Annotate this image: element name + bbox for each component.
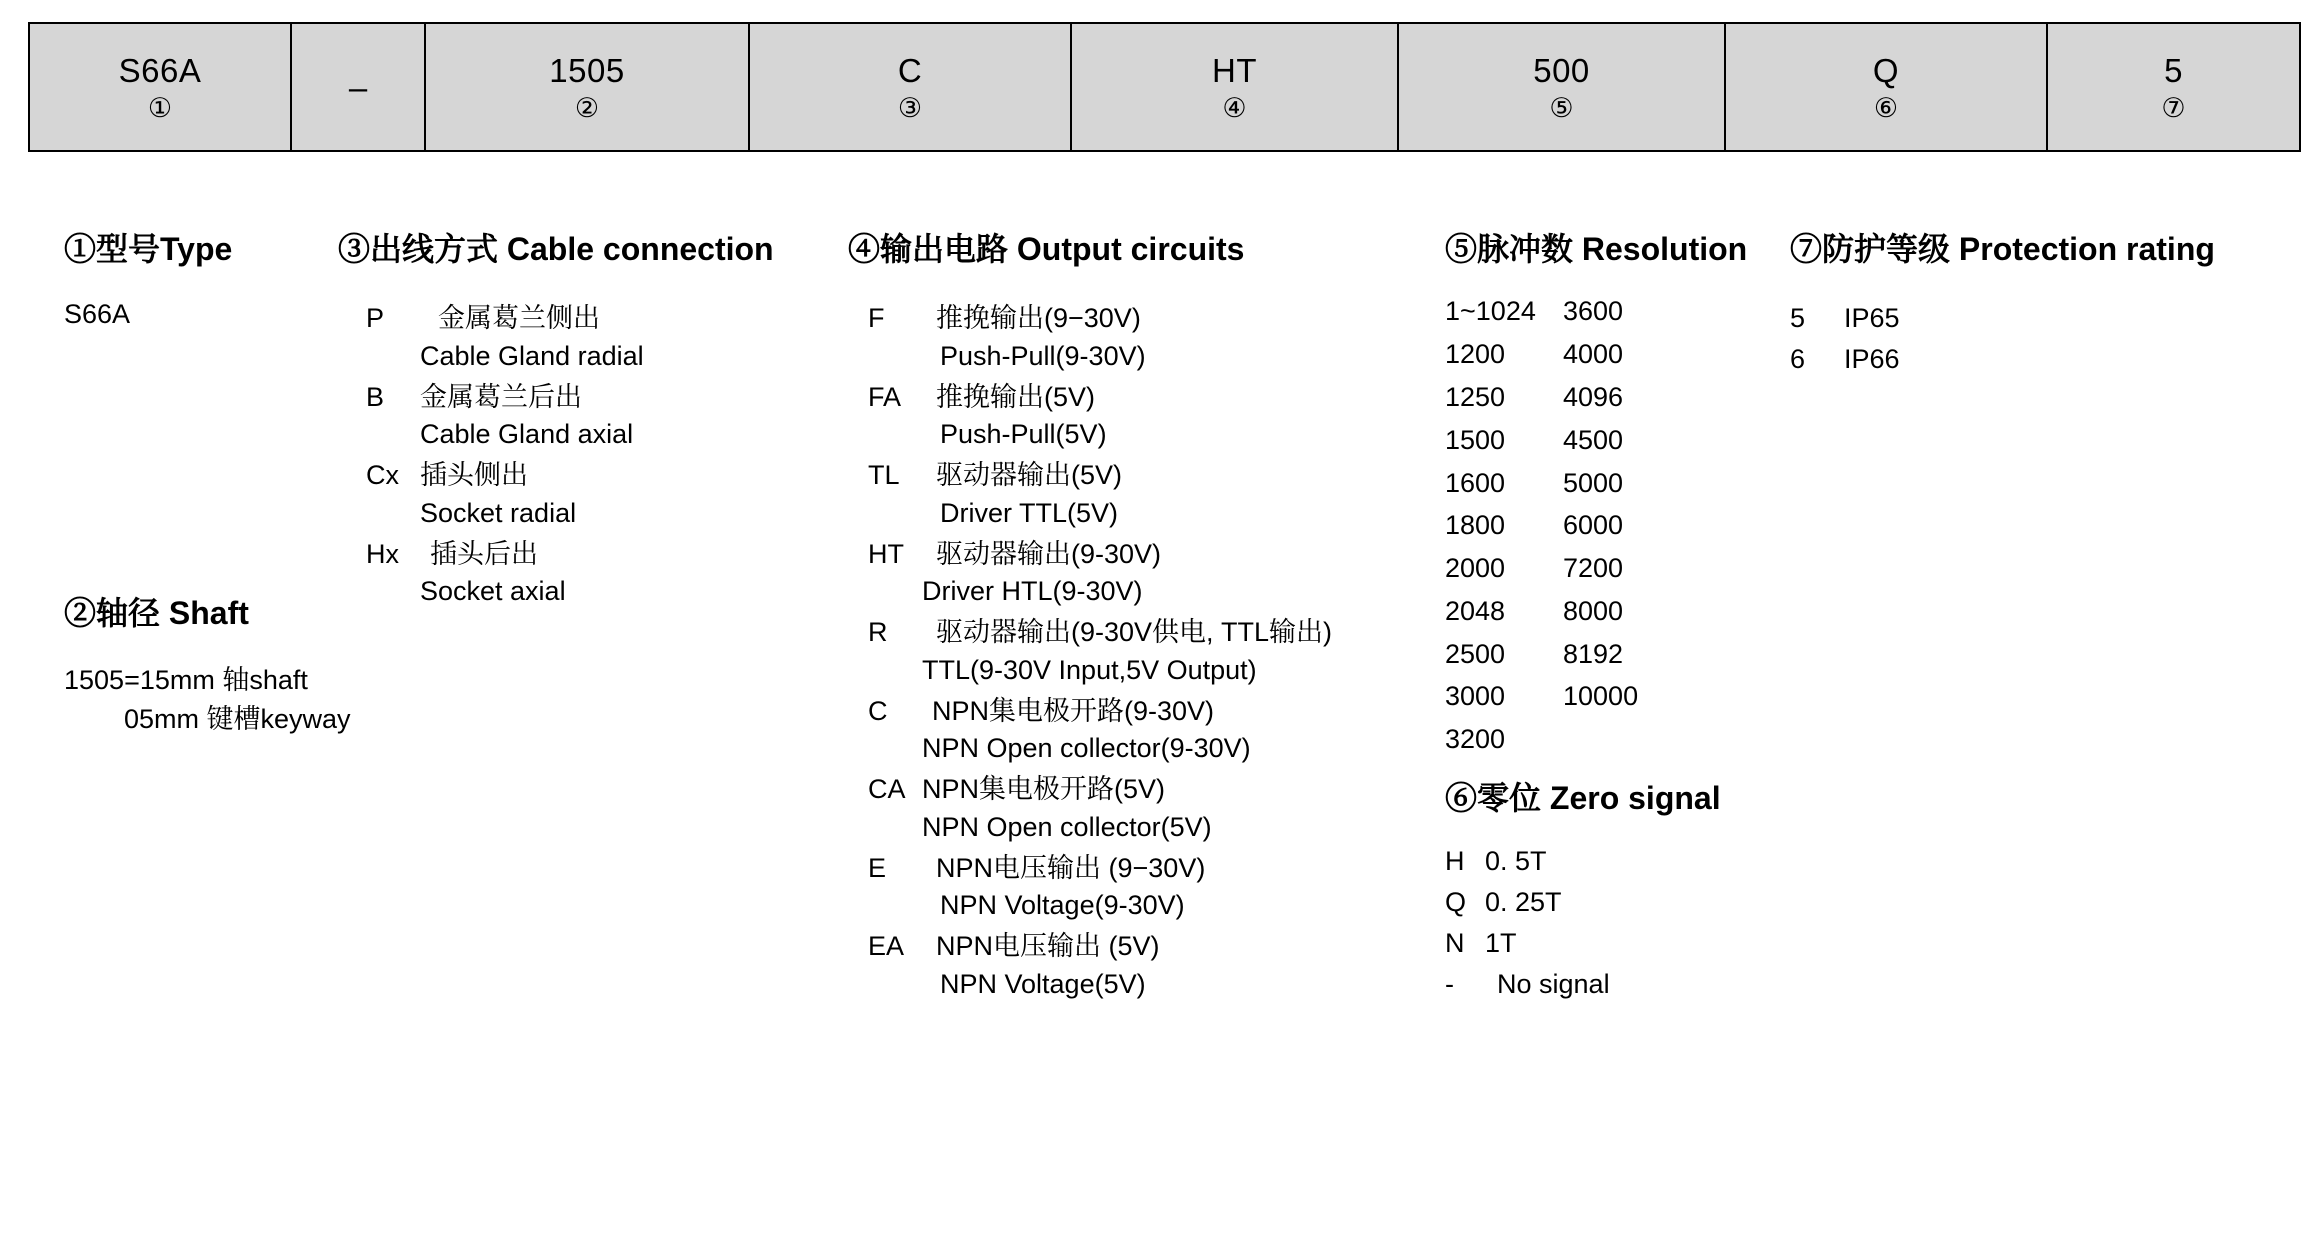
item-label: 0. 5T <box>1485 846 1547 877</box>
item-code: - <box>1445 969 1454 1000</box>
item-desc-cn: 推挽输出(9−30V) <box>936 303 1141 334</box>
item-desc-en: Push-Pull(5V) <box>940 419 1107 450</box>
list-item <box>1445 923 1775 964</box>
item-desc-en: Driver TTL(5V) <box>940 497 1119 528</box>
code-cell-number: ③ <box>897 93 923 124</box>
item-code: CA <box>868 774 906 805</box>
list-item <box>868 693 1428 768</box>
list-item <box>366 536 858 611</box>
item-desc-en: NPN Open collector(5V) <box>922 811 1212 842</box>
list-item <box>868 850 1428 925</box>
item-desc-en: Cable Gland axial <box>420 419 634 450</box>
code-cell-6 <box>1398 23 1725 151</box>
item-desc <box>922 300 1146 375</box>
resolution-value: 1250 <box>1445 381 1506 412</box>
resolution-value: 1600 <box>1445 467 1506 498</box>
code-cell-5 <box>1071 23 1398 151</box>
item-desc <box>922 693 1251 768</box>
item-desc-cn: 推挽输出(5V) <box>936 381 1096 412</box>
resolution-column-1 <box>1445 290 1563 761</box>
item-desc <box>922 928 1160 1003</box>
code-cell-value: 5 <box>2164 51 2183 89</box>
item-label: IP66 <box>1844 344 1900 375</box>
resolution-value: 6000 <box>1563 510 1624 541</box>
section-shaft <box>64 594 351 739</box>
resolution-value: 3000 <box>1445 681 1506 712</box>
item-desc-cn: NPN电压输出 (9−30V) <box>936 852 1206 883</box>
list-item <box>366 457 858 532</box>
item-desc-en: Socket radial <box>420 497 577 528</box>
list-item <box>1445 882 1775 923</box>
resolution-value: 1800 <box>1445 510 1506 541</box>
resolution-lists <box>1445 290 1775 761</box>
code-cell-number: ④ <box>1222 93 1247 124</box>
item-code: FA <box>868 381 902 412</box>
output-list <box>848 300 1428 1003</box>
resolution-value: 2048 <box>1445 595 1506 626</box>
item-desc-cn: 插头侧出 <box>420 460 528 491</box>
item-desc-cn: NPN电压输出 (5V) <box>936 931 1160 962</box>
code-cell-value: Q <box>1872 51 1900 89</box>
list-item <box>868 536 1428 611</box>
code-cell-8 <box>2047 23 2300 151</box>
code-cell-value: 500 <box>1533 51 1590 89</box>
list-item <box>868 379 1428 454</box>
item-code: HT <box>868 538 904 569</box>
item-desc <box>922 850 1205 925</box>
code-cell-1 <box>29 23 291 151</box>
item-desc <box>420 457 576 532</box>
column-output-circuits <box>848 230 1428 1007</box>
item-desc-en: Driver HTL(9-30V) <box>922 576 1143 607</box>
resolution-value: 8192 <box>1563 638 1624 669</box>
resolution-value: 4000 <box>1563 339 1624 370</box>
cable-list <box>338 300 858 610</box>
item-code: EA <box>868 931 905 962</box>
item-desc-en: NPN Voltage(5V) <box>940 968 1146 999</box>
resolution-value: 1500 <box>1445 424 1506 455</box>
code-cell-value: – <box>348 69 368 107</box>
item-desc <box>922 457 1122 532</box>
resolution-value: 3200 <box>1445 724 1506 755</box>
item-desc-cn: 驱动器输出(9-30V供电, TTL输出) <box>936 617 1333 648</box>
code-cell-number <box>292 109 424 119</box>
code-cell-4 <box>749 23 1071 151</box>
item-label: IP65 <box>1844 303 1900 334</box>
resolution-value: 5000 <box>1563 467 1624 498</box>
section-title-protection: ⑦防护等级 Protection rating <box>1790 231 2215 267</box>
type-value: S66A <box>64 299 131 330</box>
item-code: C <box>868 695 888 726</box>
resolution-value: 1~1024 <box>1445 296 1536 327</box>
protection-list <box>1790 298 2290 380</box>
code-cell-value: C <box>897 51 923 89</box>
item-label: No signal <box>1497 969 1610 1000</box>
resolution-value: 2000 <box>1445 553 1506 584</box>
list-item <box>868 928 1428 1003</box>
section-title-type: ①型号Type <box>64 231 233 267</box>
item-code: Hx <box>366 538 399 569</box>
item-label: 1T <box>1485 928 1517 959</box>
code-cell-number: ⑤ <box>1549 93 1574 124</box>
item-code: E <box>868 852 887 883</box>
item-desc <box>922 536 1161 611</box>
list-item <box>1790 298 2290 339</box>
item-code: Q <box>1445 887 1467 918</box>
item-desc <box>420 379 633 454</box>
item-desc-cn: NPN集电极开路(9-30V) <box>932 695 1215 726</box>
list-item <box>366 300 858 375</box>
section-title-output: ④输出电路 Output circuits <box>848 231 1245 267</box>
item-desc-cn: 插头后出 <box>430 538 538 569</box>
list-item <box>868 614 1428 689</box>
code-cell-value: 1505 <box>549 51 625 89</box>
item-desc-en: Cable Gland radial <box>420 340 644 371</box>
column-protection-rating <box>1790 230 2290 380</box>
section-zero-signal <box>1445 779 1775 1006</box>
resolution-value: 3600 <box>1563 296 1624 327</box>
code-cell-value: S66A <box>118 51 202 89</box>
code-cell-number: ② <box>574 93 600 124</box>
code-cell-number: ⑦ <box>2161 93 2186 124</box>
item-desc-en: TTL(9-30V Input,5V Output) <box>922 654 1257 685</box>
item-desc <box>922 379 1107 454</box>
code-cell-number: ⑥ <box>1873 93 1899 124</box>
resolution-value: 8000 <box>1563 595 1624 626</box>
item-code: P <box>366 303 385 334</box>
resolution-value: 1200 <box>1445 339 1506 370</box>
item-desc-en: Push-Pull(9-30V) <box>940 340 1146 371</box>
shaft-line-1: 1505=15mm 轴shaft <box>64 664 308 695</box>
resolution-value: 7200 <box>1563 553 1624 584</box>
item-desc <box>922 614 1332 689</box>
section-title-shaft: ②轴径 Shaft <box>64 595 249 632</box>
model-code-table <box>28 22 2301 152</box>
item-code: N <box>1445 928 1465 959</box>
list-item <box>366 379 858 454</box>
list-item <box>868 771 1428 846</box>
code-cell-number: ① <box>147 93 173 124</box>
resolution-value: 10000 <box>1563 681 1639 712</box>
column-type-shaft <box>64 230 351 739</box>
resolution-column-2 <box>1563 290 1638 761</box>
column-cable-connection <box>338 230 858 614</box>
item-desc-cn: 金属葛兰侧出 <box>438 303 600 334</box>
zero-list <box>1445 841 1775 1005</box>
resolution-value: 2500 <box>1445 638 1506 669</box>
item-desc-en: NPN Voltage(9-30V) <box>940 890 1185 921</box>
column-resolution-zero <box>1445 230 1775 1006</box>
list-item <box>1445 964 1775 1005</box>
table-row <box>29 23 2300 151</box>
code-cell-value: HT <box>1212 51 1257 89</box>
item-desc-cn: 驱动器输出(5V) <box>936 460 1123 491</box>
shaft-line-2: 05mm 键槽keyway <box>124 703 351 734</box>
item-desc <box>420 536 566 611</box>
item-desc-cn: 金属葛兰后出 <box>420 381 582 412</box>
item-desc <box>922 771 1212 846</box>
item-code: 5 <box>1790 303 1806 334</box>
item-code: TL <box>868 460 900 491</box>
item-desc-en: Socket axial <box>420 576 566 607</box>
code-cell-3 <box>425 23 749 151</box>
item-code: 6 <box>1790 344 1806 375</box>
code-cell-2 <box>291 23 425 151</box>
list-item <box>1445 841 1775 882</box>
item-desc-cn: 驱动器输出(9-30V) <box>936 538 1162 569</box>
item-code: R <box>868 617 888 648</box>
item-code: H <box>1445 846 1465 877</box>
section-title-zero: ⑥零位 Zero signal <box>1445 779 1721 816</box>
list-item <box>1790 339 2290 380</box>
item-code: F <box>868 303 885 334</box>
section-title-cable: ③出线方式 Cable connection <box>338 231 774 267</box>
section-title-resolution: ⑤脉冲数 Resolution <box>1445 231 1748 267</box>
item-label: 0. 25T <box>1485 887 1562 918</box>
item-desc-cn: NPN集电极开路(5V) <box>922 774 1166 805</box>
list-item <box>868 457 1428 532</box>
resolution-value: 4500 <box>1563 424 1624 455</box>
item-code: B <box>366 381 385 412</box>
resolution-value: 4096 <box>1563 381 1624 412</box>
item-code: Cx <box>366 460 399 491</box>
item-desc <box>420 300 644 375</box>
item-desc-en: NPN Open collector(9-30V) <box>922 733 1251 764</box>
code-cell-7 <box>1725 23 2047 151</box>
list-item <box>868 300 1428 375</box>
